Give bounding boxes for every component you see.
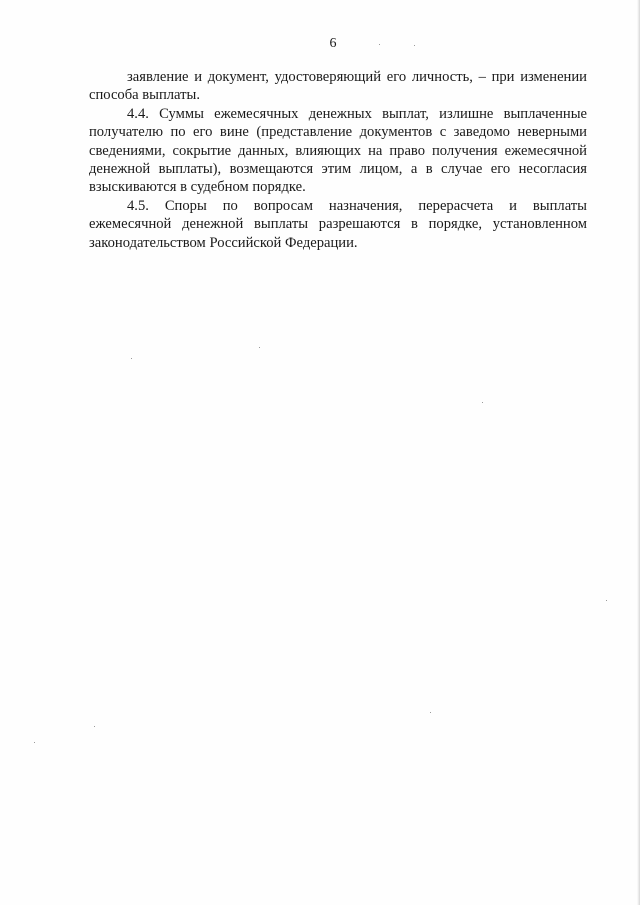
scan-speck [379,44,380,45]
paragraph-4-4: 4.4. Суммы ежемесячных денежных выплат, излишне выплаченные получателю по его вине (представление документов с заведомо неверными сведениями, сокрытие данных, влияющих на право получения ежемесячной денежной выплаты), возмещаются этим лицом, а в случае его несогласия взыскиваются в судебном порядке. [89,105,587,196]
scan-speck [94,726,95,727]
scan-speck [482,402,483,403]
scan-speck [414,45,415,46]
scan-speck [34,742,35,743]
scan-speck [606,600,607,601]
paragraph-4-5: 4.5. Споры по вопросам назначения, перерасчета и выплаты ежемесячной денежной выплаты разрешаются в порядке, установленном законодательством Российской Федерации. [89,197,587,251]
scan-speck [430,712,431,713]
document-body [89,68,587,252]
scan-speck [131,358,132,359]
paragraph-continuation: заявление и документ, удостоверяющий его личность, – при изменении способа выплаты. [89,69,587,104]
page-number: 6 [329,36,337,51]
scan-speck [259,347,260,348]
